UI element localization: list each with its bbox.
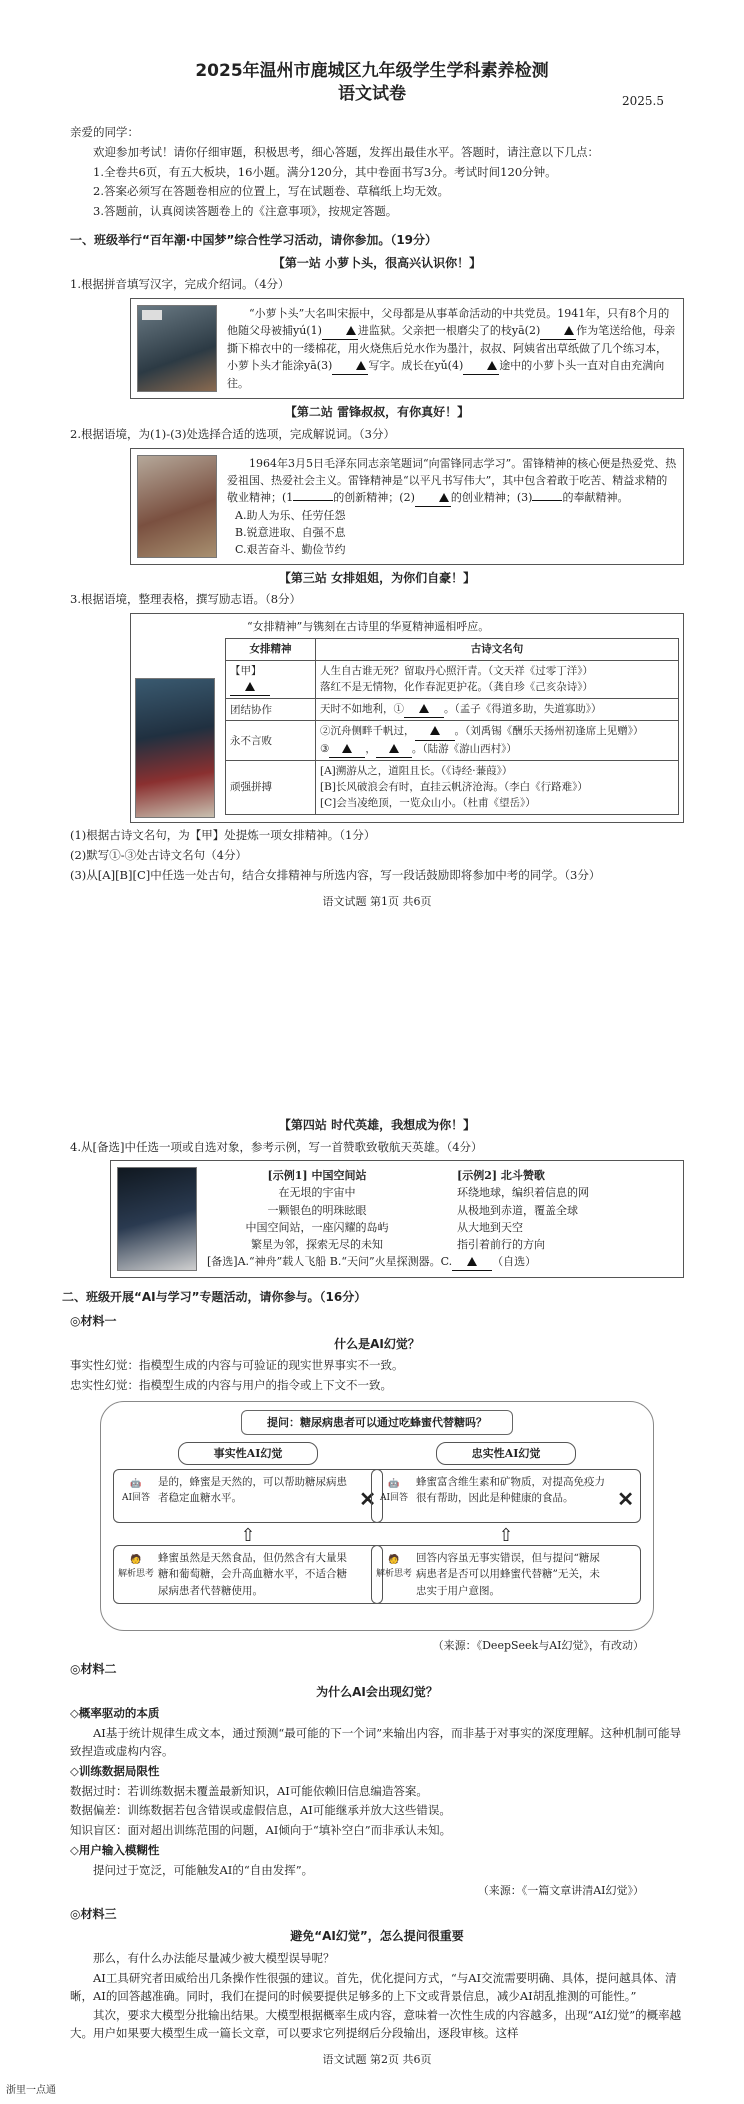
question-2: 2.根据语境，为(1)-(3)处选择合适的选项，完成解说词。（3分）	[70, 426, 396, 441]
bullet-2-line: 数据过时：若训练数据未覆盖最新知识，AI可能依赖旧信息编造答案。	[70, 1783, 428, 1798]
table-row: 顽强拼搏 [A]溯游从之，道阻且长。（《诗经·蒹葭》） [B]长风破浪会有时，直挂云帆济沧海。（李白《行路难》） [C]会当凌绝顶，一览众山小。（杜甫《望岳》）	[226, 760, 679, 814]
section-1-heading: 一、班级举行“百年潮·中国梦”综合性学习活动，请你参加。（19分）	[70, 232, 438, 247]
table-row: 永不言败 ②沉舟侧畔千帆过， 。（刘禹锡《酬乐天扬州初逢席上见赠》） ③ ， 。（陆游《游山西村》）	[226, 721, 679, 761]
material-3-title: 避免“AI幻觉”，怎么提问很重要	[290, 1929, 464, 1944]
bullet-2-line: 知识盲区：面对超出训练范围的问题，AI倾向于“填补空白”而非承认未知。	[70, 1823, 452, 1838]
q2-option-a: A.助人为乐、任劳任怨	[235, 508, 346, 522]
answer-blank-icon	[346, 326, 356, 335]
up-arrow-icon: ⇧	[240, 1525, 256, 1547]
greeting: 亲爱的同学：	[70, 124, 139, 139]
question-4: 4.从[备选]中任选一项或自选对象，参考示例，写一首赞歌致敬航天英雄。（4分）	[70, 1139, 483, 1154]
table-row: 团结协作 天时不如地利，① 。（孟子《得道多助，失道寡助》）	[226, 699, 679, 721]
faith-column	[371, 1442, 641, 1608]
material-1-label: ◎材料一	[70, 1314, 117, 1329]
fact-column	[113, 1442, 383, 1608]
question-1: 1.根据拼音填写汉字，完成介绍词。（4分）	[70, 277, 290, 292]
q2-passage: 1964年3月5日毛泽东同志亲笔题词“向雷锋同志学习”。雷锋精神的核心便是热爱党、热爱祖国、热爱社会主义。雷锋精神是“以平凡书写伟大”，其中包含着敢于吃苦、精益求精的敬业精神；(1 的创新精神；(2) 的创业精神；(3) 的奉献精神。 A.助人为乐、任劳任怨 B.锐意进取、自强不息 C.艰苦奋斗、勤俭节约	[227, 455, 677, 558]
station-1: 【第一站 小萝卜头，很高兴认识你！】	[272, 255, 482, 270]
q2-option-c: C.艰苦奋斗、勤俭节约	[235, 542, 346, 556]
source-1: （来源：《DeepSeek与AI幻觉》，有改动）	[432, 1639, 644, 1653]
cross-icon: ✕	[617, 1487, 634, 1512]
rule-2: 2.答案必须写在答题卷相应的位置上，写在试题卷、草稿纸上均无效。	[93, 184, 449, 199]
page-footer: 语文试题 第2页 共6页	[322, 2052, 432, 2066]
bullet-2-line: 数据偏差：训练数据若包含错误或虚假信息，AI可能继承并放大这些错误。	[70, 1803, 451, 1818]
station-4: 【第四站 时代英雄，我想成为你！】	[278, 1118, 476, 1132]
faith-analysis-card: 🧑 解析思考 回答内容虽无事实错误，但与提问“糖尿病患者是否可以用蜂蜜代替糖”无关，未忠实于用户意图。	[371, 1545, 641, 1604]
answer-blank-icon	[439, 493, 449, 502]
exam-page-2	[0, 1090, 744, 2104]
example-1: [示例1] 中国空间站 在无垠的宇宙中 一颗银色的明珠眩眼 中国空间站，一座闪耀的岛屿 繁星为邻，探索无尽的未知	[245, 1169, 389, 1251]
bullet-1: ◇概率驱动的本质	[70, 1706, 160, 1721]
lei-feng-image	[137, 455, 217, 558]
watermark-text: 浙里一点通	[6, 2084, 56, 2096]
q2-box	[130, 448, 684, 565]
question-3: 3.根据语境，整理表格，撰写励志语。（8分）	[70, 592, 302, 607]
alternatives: [备选]A.“神舟”载人飞船 B.“天问”火星探测器。C. （自选）	[207, 1253, 677, 1271]
bullet-2: ◇训练数据局限性	[70, 1763, 160, 1778]
q1-passage: “小萝卜头”大名叫宋振中，父母都是从事革命活动的中共党员。1941年，只有8个月的他随父母被捕yú(1) 进监狱。父亲把一根磨尖了的枝yā(2) 作为笔送给他，母亲撕下棉衣中的一缕棉花，用火烧焦后兑水作为墨汁，叔叔、阿姨省出草纸做了几个练习本，小萝卜头才能涂yā(3) 写字。成长在yǔ(4) 途中的小萝卜头一直对自由充满向往。	[227, 306, 676, 391]
question-bar: 提问：糖尿病患者可以通过吃蜂蜜代替糖吗？	[241, 1410, 513, 1435]
table-header: 女排精神	[226, 639, 316, 660]
hallucination-diagram	[100, 1401, 654, 1631]
q4-content	[207, 1167, 677, 1270]
answer-blank-icon	[467, 1257, 477, 1266]
book-cover-image	[137, 305, 217, 392]
exam-date: 2025.5	[622, 94, 664, 108]
bullet-3-text: 提问过于宽泛，可能触发AI的“自由发挥”。	[93, 1862, 314, 1877]
answer-blank-icon	[487, 361, 497, 370]
exam-title	[0, 0, 744, 106]
answer-blank-icon	[245, 682, 255, 691]
volleyball-image	[135, 678, 215, 818]
material-2-title: 为什么AI会出现幻觉？	[316, 1684, 438, 1699]
q3-intro: “女排精神”与镌刻在古诗里的华夏精神遥相呼应。	[247, 620, 490, 634]
q2-option-b: B.锐意进取、自强不息	[235, 525, 346, 539]
station-3: 【第三站 女排姐姐，为你们自豪！】	[278, 570, 476, 585]
robot-icon: 🤖 AI回答	[379, 1479, 409, 1504]
q3-box	[130, 613, 684, 823]
title-line-1: 2025年温州市鹿城区九年级学生学科素养检测	[195, 61, 549, 81]
analyst-icon: 🧑 解析思考	[118, 1555, 155, 1580]
fact-analysis-card: 🧑 解析思考 蜂蜜虽然是天然食品，但仍然含有大量果糖和葡萄糖，会升高血糖水平，不适合糖尿病患者代替糖使用。	[113, 1545, 383, 1604]
sub-question-3: (3)从[A][B][C]中任选一处古句，结合女排精神与所选内容，写一段话鼓励即将参加中考的同学。（3分）	[70, 867, 601, 882]
m3-paragraph-3: 其次，要求大模型分批输出结果。大模型根据概率生成内容，意味着一次性生成的内容越多，出现“AI幻觉”的概率越大。用户如果要大模型生成一篇长文章，可以要求它列提纲后分段输出，逐段审核。这样	[70, 2008, 682, 2041]
q3-content	[225, 618, 679, 818]
bullet-1-text: AI基于统计规律生成文本，通过预测“最可能的下一个词”来输出内容，而非基于对事实的深度理解。这种机制可能导致捏造或虚构内容。	[70, 1726, 682, 1758]
answer-blank-icon	[419, 704, 429, 713]
fact-ai-card: 🤖 AI回答 是的，蜂蜜是天然的，可以帮助糖尿病患者稳定血糖水平。 ✕	[113, 1469, 383, 1523]
q1-box	[130, 298, 684, 399]
answer-blank-icon	[342, 744, 352, 753]
station-2: 【第二站 雷锋叔叔，有你真好！】	[284, 405, 470, 420]
title-line-2: 语文试卷	[338, 83, 406, 104]
rule-1: 1.全卷共6页，有五大板块，16小题。满分120分，其中卷面书写3分。考试时间120分钟。	[93, 164, 557, 179]
q4-box	[110, 1160, 684, 1277]
bullet-3: ◇用户输入模糊性	[70, 1843, 160, 1858]
analyst-icon: 🧑 解析思考	[376, 1555, 413, 1580]
source-2: （来源：《一篇文章讲清AI幻觉》）	[477, 1883, 644, 1897]
answer-blank-icon	[356, 361, 366, 370]
cross-icon: ✕	[359, 1487, 376, 1512]
exam-page-1	[0, 0, 744, 1050]
up-arrow-icon: ⇧	[498, 1525, 514, 1547]
spirit-table	[225, 638, 679, 814]
sub-question-1: (1)根据古诗文名句，为【甲】处提炼一项女排精神。（1分）	[70, 828, 376, 843]
m3-paragraph-2: AI工具研究者田威给出几条操作性很强的建议。首先，优化提问方式，“与AI交流需要明确、具体，提问越具体、清晰，AI的回答越准确。同时，我们在提问的时候要提供足够多的上下文或背景信息，减少AI胡乱推测的可能性。”	[70, 1970, 677, 2003]
material-2-label: ◎材料二	[70, 1662, 117, 1677]
table-row: 【甲】 人生自古谁无死？留取丹心照汗青。（文天祥《过零丁洋》） 落红不是无情物，化作春泥更护花。（龚自珍《己亥杂诗》）	[226, 660, 679, 699]
answer-blank-icon	[389, 744, 399, 753]
answer-blank-icon	[564, 326, 574, 335]
answer-blank-icon	[430, 726, 440, 735]
example-2: [示例2] 北斗赞歌 环绕地球，编织着信息的网 从极地到赤道，覆盖全球 从大地到天空 指引着前行的方向	[457, 1169, 589, 1251]
material-1-title: 什么是AI幻觉？	[334, 1336, 420, 1351]
faith-hallucination-def: 忠实性幻觉：指模型生成的内容与用户的指令或上下文不一致。	[70, 1378, 392, 1393]
intro-text: 欢迎参加考试！请你仔细审题，积极思考，细心答题，发挥出最佳水平。答题时，请注意以下几点：	[93, 144, 599, 159]
table-header: 古诗文名句	[316, 639, 679, 660]
page-footer: 语文试题 第1页 共6页	[322, 894, 432, 908]
fact-header: 事实性AI幻觉	[178, 1442, 318, 1465]
astronaut-image	[117, 1167, 197, 1270]
material-3-label: ◎材料三	[70, 1906, 117, 1921]
faith-header: 忠实性AI幻觉	[436, 1442, 576, 1465]
rule-3: 3.答题前，认真阅读答题卷上的《注意事项》，按规定答题。	[93, 204, 398, 219]
section-2-heading: 二、班级开展“AI与学习”专题活动，请你参与。（16分）	[62, 1289, 367, 1304]
fact-hallucination-def: 事实性幻觉：指模型生成的内容与可验证的现实世界事实不一致。	[70, 1358, 404, 1373]
page-gap	[0, 1050, 744, 1090]
m3-paragraph-1: 那么，有什么办法能尽量减少被大模型误导呢？	[93, 1950, 335, 1965]
faith-ai-card: 🤖 AI回答 蜂蜜富含维生素和矿物质，对提高免疫力很有帮助，因此是种健康的食品。 ✕	[371, 1469, 641, 1523]
robot-icon: 🤖 AI回答	[121, 1479, 151, 1504]
sub-question-2: (2)默写①-③处古诗文名句（4分）	[70, 848, 247, 863]
